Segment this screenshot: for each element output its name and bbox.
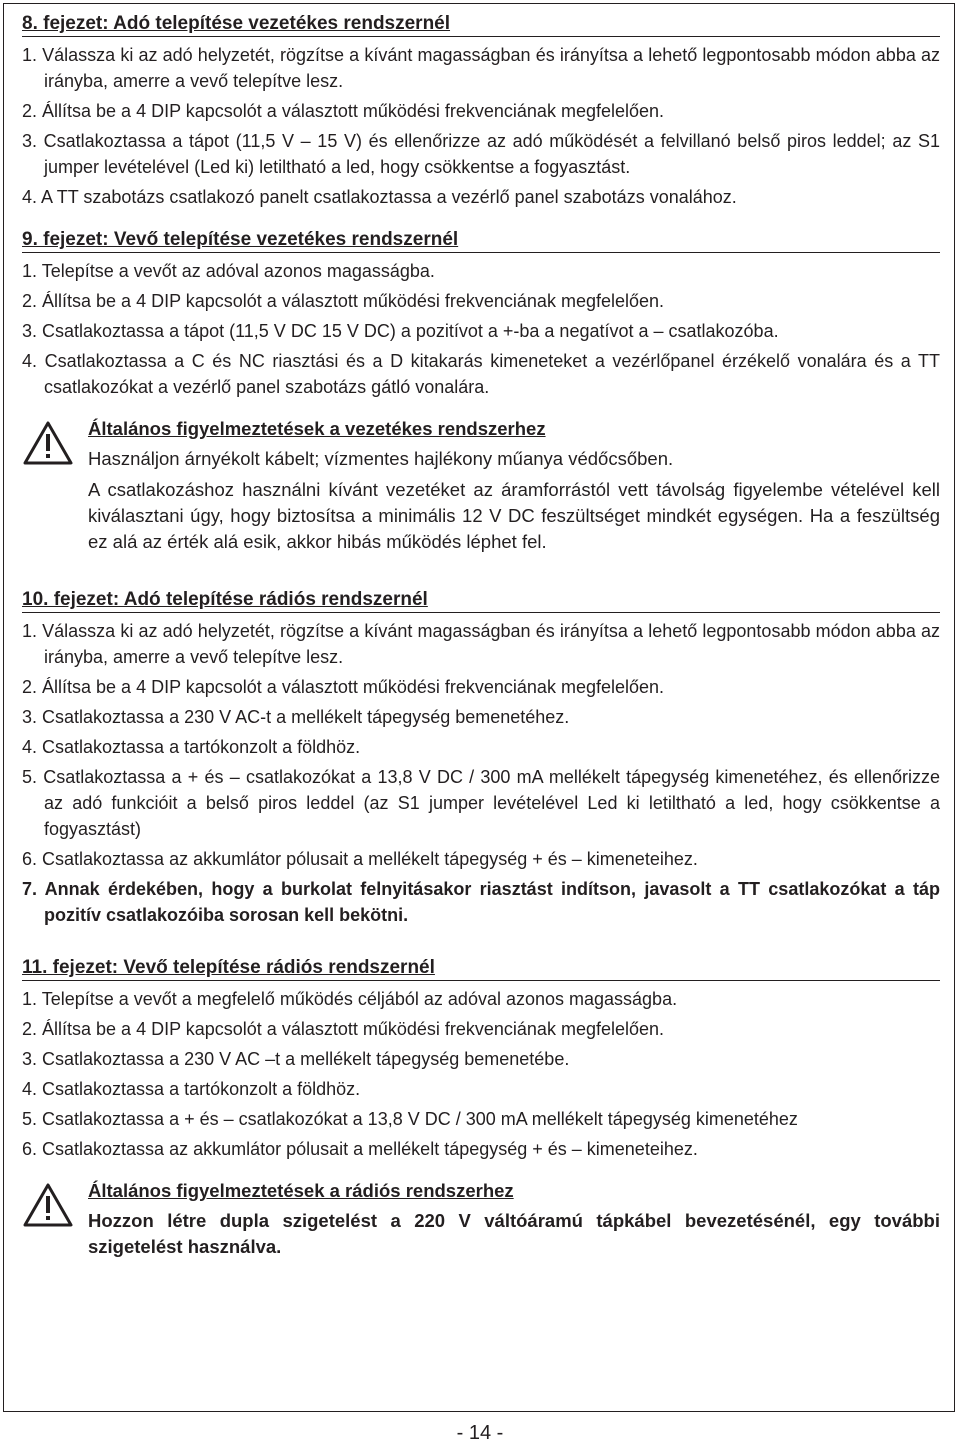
section-11-heading: 11. fejezet: Vevő telepítése rádiós rendszernél — [22, 956, 940, 981]
section-8 — [22, 12, 940, 210]
wired-warning-text: A csatlakozáshoz használni kívánt vezetéket az áramforrástól vett távolság figyelembe vételével kell kiválasztani úgy, hogy biztosítsa a minimális 12 V DC feszültséget mindkét egységen. Ha a feszültség ez alá az érték alá esik, akkor hibás működés léphet fel. — [88, 479, 940, 552]
list-item: 7. Annak érdekében, hogy a burkolat felnyitásakor riasztást indítson, javasolt a TT csatlakozókat a táp pozitív csatlakozóiba sorosan kell bekötni. — [22, 879, 940, 925]
list-item: 4. Csatlakoztassa a tartókonzolt a földhöz. — [22, 737, 361, 757]
section-10 — [22, 588, 940, 928]
radio-warning-body — [74, 1178, 940, 1265]
warning-triangle-icon — [22, 1178, 74, 1265]
list-item: 5. Csatlakoztassa a + és – csatlakozókat a 13,8 V DC / 300 mA mellékelt tápegység kimenetéhez, és ellenőrizze az adó funkcióit a belső piros leddel (az S1 jumper levételével Led ki letiltható a led, hogy csökkentse a fogyasztást) — [22, 767, 940, 839]
section-8-list — [22, 42, 940, 210]
section-8-heading: 8. fejezet: Adó telepítése vezetékes rendszernél — [22, 12, 940, 37]
list-item: 1. Válassza ki az adó helyzetét, rögzítse a kívánt magasságban és irányítsa a lehető legpontosabb módon abba az irányba, amerre a vevő telepítve lesz. — [22, 45, 940, 91]
list-item: 1. Telepítse a vevőt a megfelelő működés céljából az adóval azonos magasságba. — [22, 989, 678, 1009]
section-10-heading: 10. fejezet: Adó telepítése rádiós rendszernél — [22, 588, 940, 613]
list-item: 3. Csatlakoztassa a 230 V AC-t a mellékelt tápegység bemenetéhez. — [22, 707, 570, 727]
list-item: 2. Állítsa be a 4 DIP kapcsolót a választott működési frekvenciának megfelelően. — [22, 677, 665, 697]
wired-warning-title: Általános figyelmeztetések a vezetékes rendszerhez — [88, 418, 546, 439]
list-item: 2. Állítsa be a 4 DIP kapcsolót a választott működési frekvenciának megfelelően. — [22, 101, 665, 121]
list-item: 2. Állítsa be a 4 DIP kapcsolót a választott működési frekvenciának megfelelően. — [22, 1019, 665, 1039]
list-item: 5. Csatlakoztassa a + és – csatlakozókat a 13,8 V DC / 300 mA mellékelt tápegység kimenetéhez — [22, 1109, 798, 1129]
radio-warning — [22, 1178, 940, 1265]
radio-warning-text: Hozzon létre dupla szigetelést a 220 V váltóáramú tápkábel bevezetésénél, egy további szigetelést használva. — [88, 1210, 940, 1257]
section-10-list — [22, 618, 940, 928]
list-item: 4. Csatlakoztassa a C és NC riasztási és a D kitakarás kimeneteket a vezérlőpanel érzékelő vonalára és a TT csatlakozókat a vezérlő panel szabotázs gátló vonalára. — [22, 351, 940, 397]
wired-warning — [22, 416, 940, 560]
list-item: 4. Csatlakoztassa a tartókonzolt a földhöz. — [22, 1079, 361, 1099]
warning-triangle-icon — [22, 416, 74, 560]
list-item: 3. Csatlakoztassa a tápot (11,5 V – 15 V) és ellenőrizze az adó működését a felvillanó belső piros leddel; az S1 jumper levételével (Led ki) letiltható a led, hogy csökkentse a fogyasztást. — [22, 131, 940, 177]
list-item: 4. A TT szabotázs csatlakozó panelt csatlakoztassa a vezérlő panel szabotázs vonalához. — [22, 187, 737, 207]
section-11-list — [22, 986, 940, 1162]
list-item: 6. Csatlakoztassa az akkumlátor pólusait a mellékelt tápegység + és – kimeneteihez. — [22, 849, 698, 869]
document-body — [22, 12, 940, 1265]
wired-warning-body — [74, 416, 940, 560]
section-9-list — [22, 258, 940, 400]
radio-warning-title: Általános figyelmeztetések a rádiós rendszerhez — [88, 1180, 514, 1201]
list-item: 2. Állítsa be a 4 DIP kapcsolót a választott működési frekvenciának megfelelően. — [22, 291, 665, 311]
list-item: 1. Válassza ki az adó helyzetét, rögzítse a kívánt magasságban és irányítsa a lehető legpontosabb módon abba az irányba, amerre a vevő telepítve lesz. — [22, 621, 940, 667]
list-item: 6. Csatlakoztassa az akkumlátor pólusait a mellékelt tápegység + és – kimeneteihez. — [22, 1139, 698, 1159]
section-9-heading: 9. fejezet: Vevő telepítése vezetékes rendszernél — [22, 228, 940, 253]
page-number: - 14 - — [456, 1422, 504, 1444]
section-9 — [22, 228, 940, 400]
list-item: 3. Csatlakoztassa a 230 V AC –t a mellékelt tápegység bemenetébe. — [22, 1049, 570, 1069]
list-item: 3. Csatlakoztassa a tápot (11,5 V DC 15 V DC) a pozitívot a +-ba a negatívot a – csatlakozóba. — [22, 321, 779, 341]
section-11 — [22, 956, 940, 1162]
list-item: 1. Telepítse a vevőt az adóval azonos magasságba. — [22, 261, 435, 281]
wired-warning-text: Használjon árnyékolt kábelt; vízmentes hajlékony műanya védőcsőben. — [88, 448, 674, 469]
